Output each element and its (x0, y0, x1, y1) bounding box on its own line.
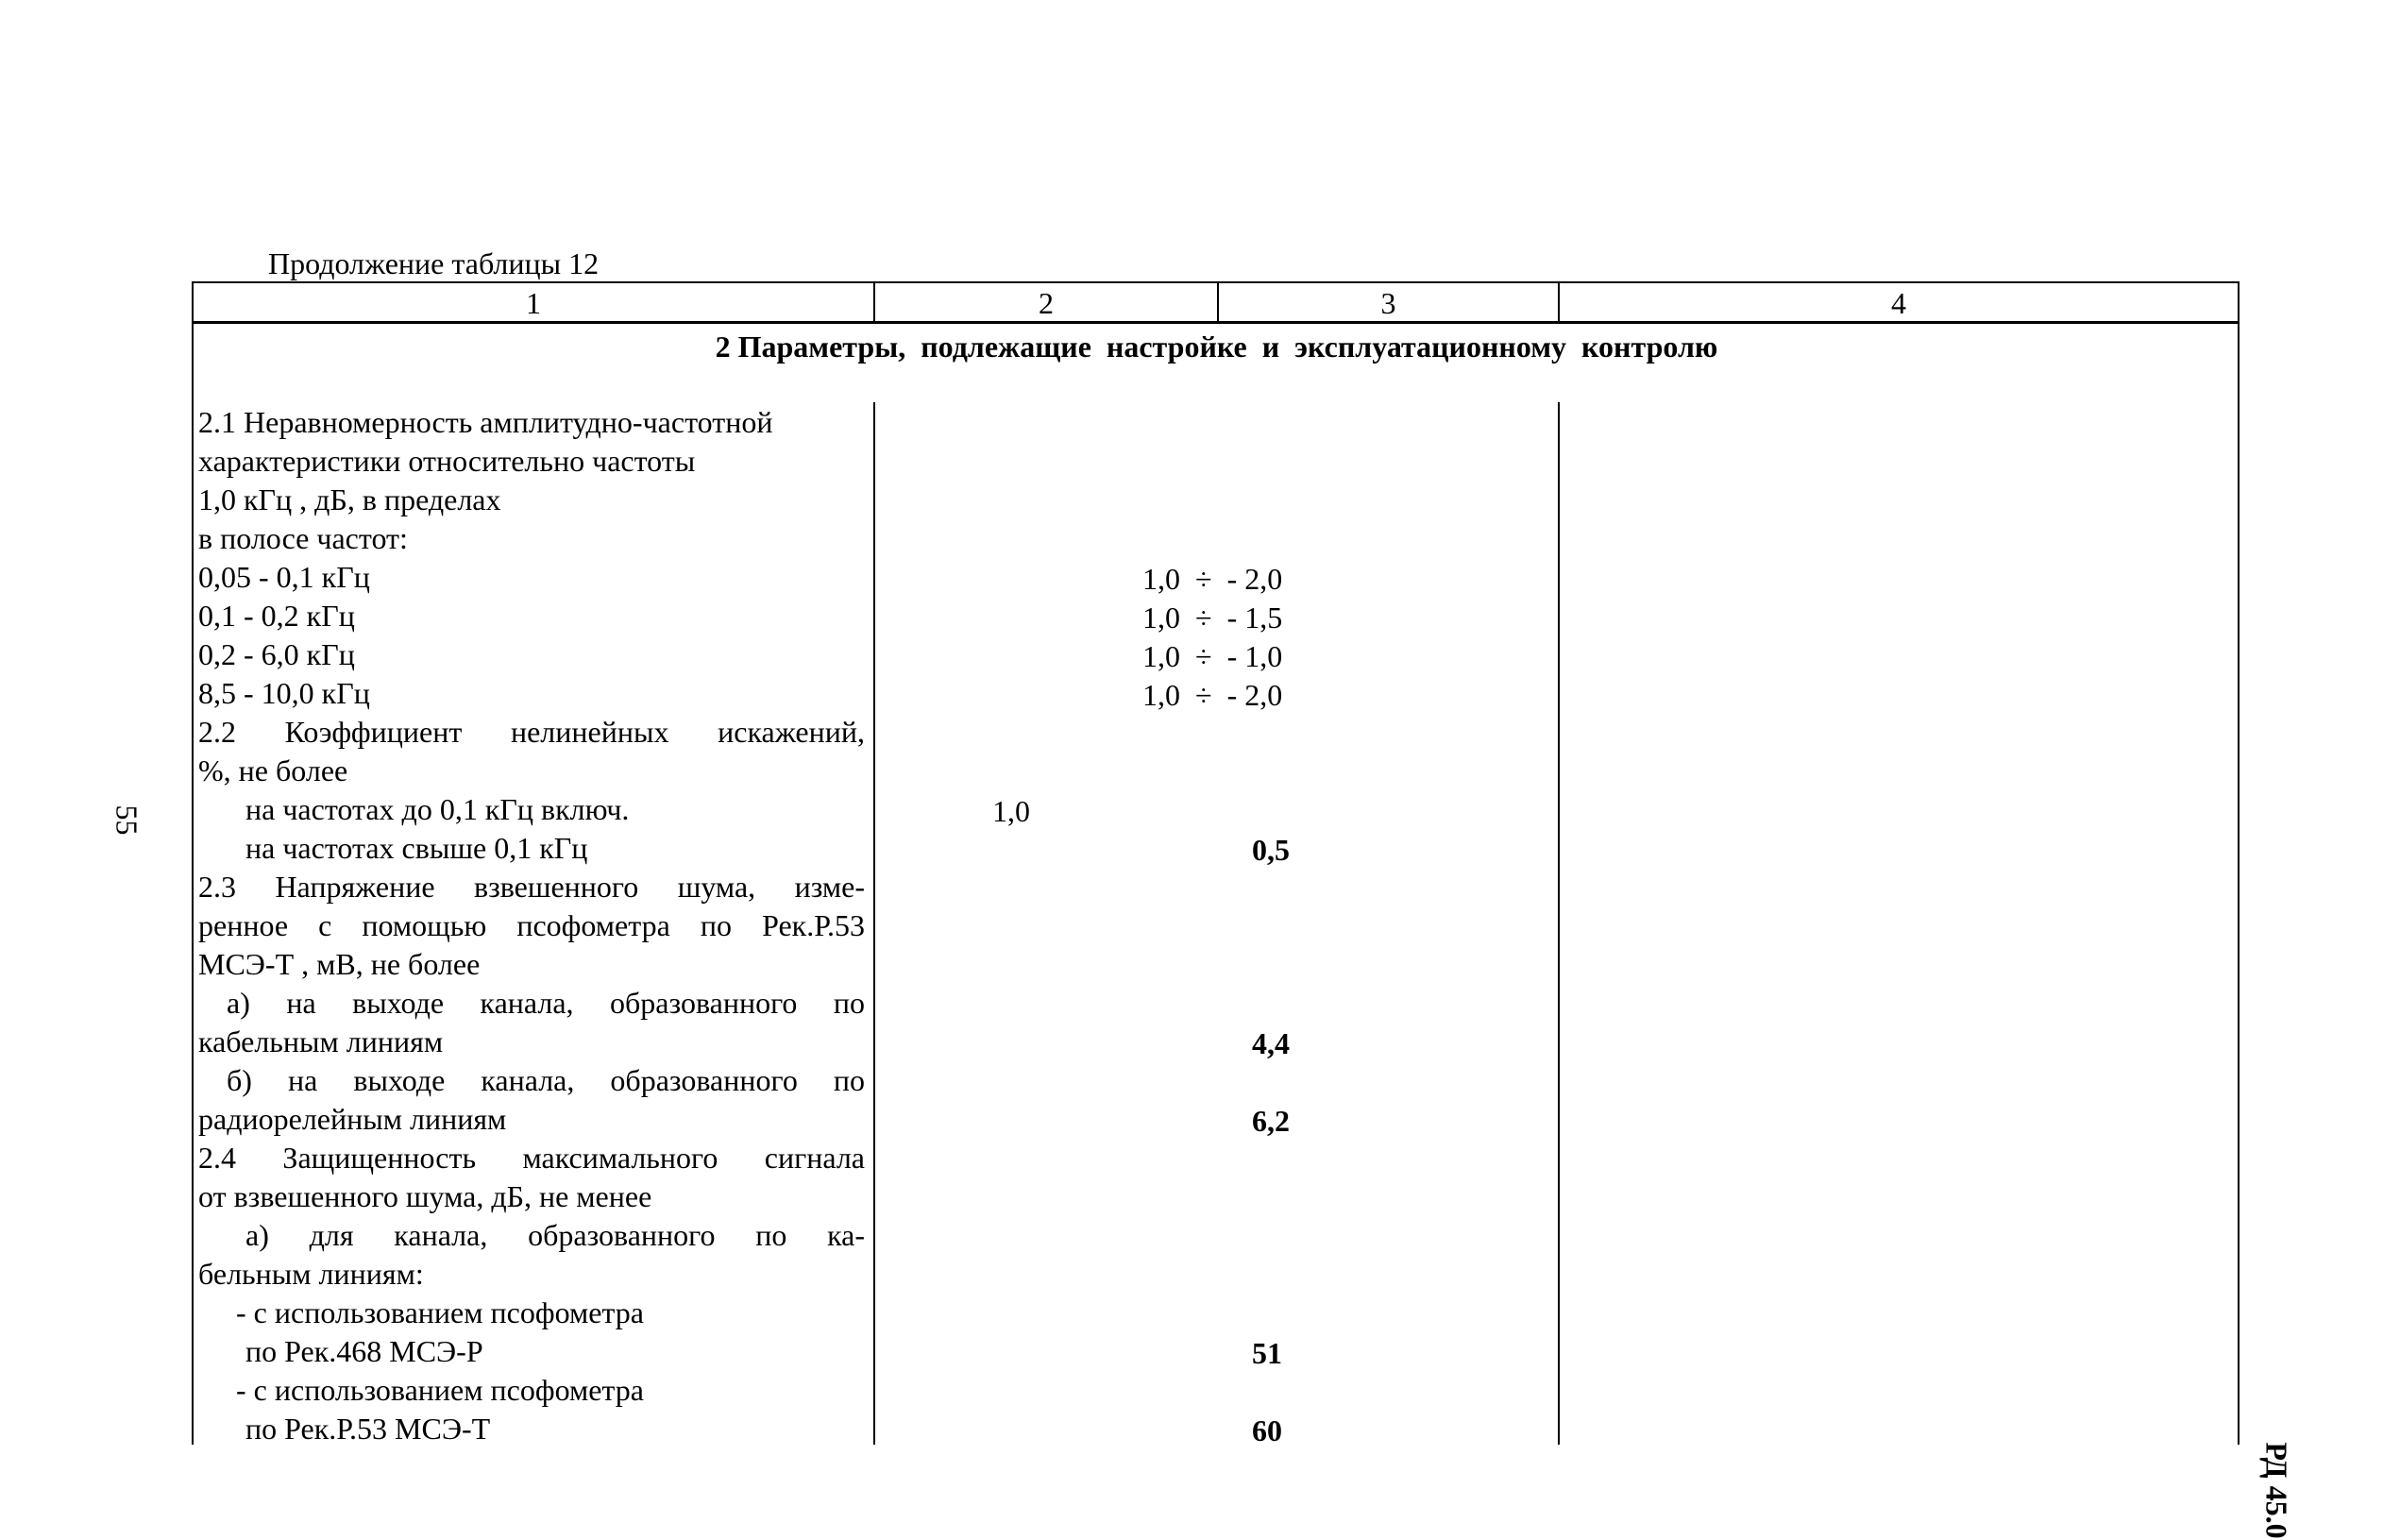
param-line: кабельным линиям (198, 1024, 444, 1058)
param-line: 0,05 - 0,1 кГц (198, 560, 370, 594)
document-code: РД 45.0 (2259, 1442, 2294, 1539)
param-line: ренное с помощью псофометра по Рек.Р.53 (198, 908, 865, 942)
param-value: 1,0 ÷ - 2,0 (1142, 678, 1283, 712)
param-value: 51 (1252, 1336, 1282, 1370)
param-line: бельным линиям: (198, 1257, 424, 1291)
param-line: 2.1 Неравномерность амплитудно-частотной (198, 405, 773, 439)
param-line: б) на выходе канала, образованного по (227, 1063, 865, 1097)
param-line: МСЭ-Т , мВ, не более (198, 947, 481, 981)
param-value: 1,0 (992, 794, 1030, 828)
param-line: по Рек.Р.53 МСЭ-Т (245, 1412, 491, 1446)
param-line: на частотах свыше 0,1 кГц (245, 831, 588, 865)
section-title: 2 Параметры, подлежащие настройке и эксплуатационному контролю (715, 330, 1718, 364)
param-line: в полосе частот: (198, 521, 408, 555)
param-line: радиорелейным линиям (198, 1102, 507, 1136)
param-line: на частотах до 0,1 кГц включ. (245, 792, 630, 826)
column-header-4: 4 (1891, 286, 1906, 320)
param-line: а) для канала, образованного по ка- (245, 1218, 865, 1252)
param-line: характеристики относительно частоты (198, 444, 696, 478)
param-line: от взвешенного шума, дБ, не менее (198, 1179, 652, 1213)
col-divider-1-2 (873, 402, 875, 1445)
param-line: 2.2 Коэффициент нелинейных искажений, (198, 715, 865, 749)
param-line: %, не более (198, 753, 348, 787)
column-header-1: 1 (526, 286, 541, 320)
param-line: - с использованием псофометра (236, 1295, 644, 1329)
col-divider-3-4 (1558, 402, 1560, 1445)
page-number: 55 (110, 804, 144, 836)
column-header-2: 2 (1039, 286, 1054, 320)
param-value: 1,0 ÷ - 1,5 (1142, 601, 1283, 635)
param-line: 2.3 Напряжение взвешенного шума, изме- (198, 870, 865, 904)
param-line: 0,1 - 0,2 кГц (198, 599, 355, 633)
param-value: 4,4 (1252, 1026, 1290, 1060)
param-value: 60 (1252, 1413, 1282, 1447)
param-line: 1,0 кГц , дБ, в пределах (198, 482, 501, 516)
param-line: а) на выходе канала, образованного по (227, 986, 865, 1020)
param-line: - с использованием псофометра (236, 1373, 644, 1407)
param-line: по Рек.468 МСЭ-Р (245, 1334, 483, 1368)
table-left-border (192, 281, 194, 1445)
param-value: 6,2 (1252, 1104, 1290, 1138)
param-line: 0,2 - 6,0 кГц (198, 637, 355, 671)
table-right-border (2238, 281, 2239, 1445)
column-header-3: 3 (1380, 286, 1396, 320)
param-line: 8,5 - 10,0 кГц (198, 676, 370, 710)
param-value: 1,0 ÷ - 2,0 (1142, 562, 1283, 596)
table-caption: Продолжение таблицы 12 (268, 246, 600, 280)
param-value: 1,0 ÷ - 1,0 (1142, 639, 1283, 673)
param-value: 0,5 (1252, 833, 1290, 867)
param-line: 2.4 Защищенность максимального сигнала (198, 1141, 865, 1175)
